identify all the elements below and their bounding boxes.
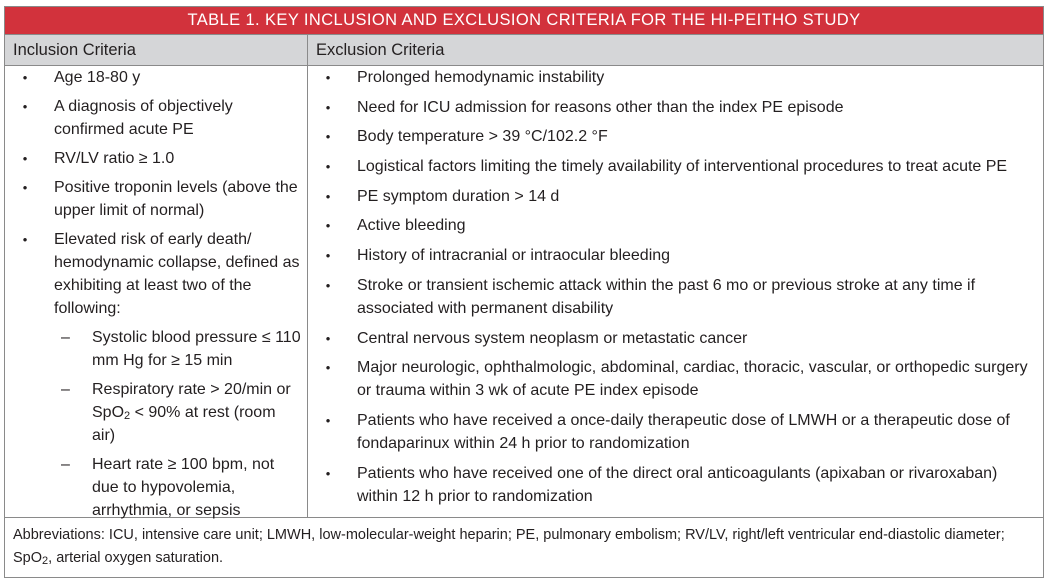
inclusion-item-text: Age 18-80 y	[54, 69, 141, 86]
exclusion-item	[308, 462, 1043, 508]
bullet-icon: •	[325, 218, 331, 234]
dash-icon: –	[61, 381, 70, 398]
bullet-icon: •	[22, 180, 28, 195]
exclusion-item-text: Patients who have received one of the direct oral anticoagulants (apixaban or rivaroxaban) within 12 h prior to randomization	[357, 464, 998, 505]
dash-icon: –	[61, 456, 70, 473]
exclusion-item-text: Patients who have received a once-daily therapeutic dose of LMWH or a therapeutic dose of fondaparinux within 24 h prior to randomization	[357, 411, 1010, 452]
exclusion-item-text: History of intracranial or intraocular bleeding	[357, 247, 671, 265]
bullet-icon: •	[325, 330, 331, 346]
subitem-text-before: Respiratory rate > 20/min or SpO	[92, 381, 291, 421]
footnote-text-after: , arterial oxygen saturation.	[48, 550, 224, 566]
table-body-row	[5, 66, 1043, 518]
inclusion-item-text: A diagnosis of objectively confirmed acute PE	[54, 98, 233, 138]
inclusion-subitem-text: Systolic blood pressure ≤ 110 mm Hg for ≥ 15 min	[92, 329, 301, 369]
table-header-row	[5, 34, 1043, 66]
inclusion-subitem	[5, 453, 301, 522]
inclusion-item	[5, 228, 307, 522]
exclusion-column	[308, 66, 1043, 517]
exclusion-item	[308, 125, 1043, 148]
inclusion-sublist	[54, 326, 301, 522]
dash-icon: –	[61, 329, 70, 346]
bullet-icon: •	[325, 412, 331, 428]
inclusion-item	[5, 95, 307, 141]
exclusion-item	[308, 185, 1043, 208]
inclusion-column	[5, 66, 308, 517]
exclusion-item	[308, 66, 1043, 89]
abbreviations-footnote	[5, 518, 1043, 570]
bullet-icon: •	[325, 70, 331, 85]
exclusion-item-text: PE symptom duration > 14 d	[357, 187, 560, 205]
exclusion-item	[308, 327, 1043, 350]
subitem-text-after: < 90% at rest (room air)	[92, 404, 276, 444]
inclusion-subitem	[5, 326, 301, 372]
exclusion-item-text: Major neurologic, ophthalmologic, abdominal, cardiac, thoracic, vascular, or orthopedic surgery or trauma within 3 wk of acute PE index episode	[357, 359, 1028, 400]
subscript-2: 2	[124, 410, 131, 422]
exclusion-item-text: Active bleeding	[357, 217, 466, 235]
inclusion-subitem-text	[92, 378, 301, 447]
exclusion-item	[308, 96, 1043, 119]
exclusion-item-text: Body temperature > 39 °C/102.2 °F	[357, 128, 608, 146]
table-title: TABLE 1. KEY INCLUSION AND EXCLUSION CRITERIA FOR THE HI-PEITHO STUDY	[5, 7, 1043, 34]
bullet-icon: •	[325, 188, 331, 204]
criteria-table	[4, 6, 1044, 578]
inclusion-item-text: RV/LV ratio ≥ 1.0	[54, 150, 175, 167]
exclusion-list	[308, 66, 1043, 508]
subscript-2: 2	[42, 555, 49, 567]
exclusion-item-text: Stroke or transient ischemic attack within the past 6 mo or previous stroke at any time if associated with permanent disability	[357, 276, 976, 317]
bullet-icon: •	[325, 248, 331, 264]
bullet-icon: •	[22, 151, 28, 166]
exclusion-header: Exclusion Criteria	[316, 41, 445, 59]
inclusion-subitem-text: Heart rate ≥ 100 bpm, not due to hypovolemia, arrhythmia, or sepsis	[92, 456, 275, 519]
bullet-icon: •	[22, 70, 28, 85]
exclusion-item	[308, 274, 1043, 320]
inclusion-header: Inclusion Criteria	[5, 35, 308, 65]
inclusion-list	[5, 66, 307, 522]
inclusion-subitem	[5, 378, 301, 447]
exclusion-item	[308, 409, 1043, 455]
exclusion-item	[308, 214, 1043, 237]
inclusion-item	[5, 147, 307, 170]
bullet-icon: •	[325, 360, 331, 376]
bullet-icon: •	[325, 159, 331, 175]
inclusion-item-text: Positive troponin levels (above the upper limit of normal)	[54, 179, 298, 219]
bullet-icon: •	[325, 277, 331, 293]
bullet-icon: •	[22, 232, 28, 247]
exclusion-item	[308, 356, 1043, 402]
inclusion-item	[5, 176, 307, 222]
exclusion-item-text: Logistical factors limiting the timely availability of interventional procedures to treat acute PE	[357, 158, 1008, 176]
inclusion-item	[5, 66, 307, 89]
bullet-icon: •	[325, 465, 331, 481]
bullet-icon: •	[325, 129, 331, 145]
footnote-text-before: Abbreviations: ICU, intensive care unit; LMWH, low-molecular-weight heparin; PE, pulmonary embolism; RV/LV, right/left ventricular end-diastolic diameter; SpO	[13, 527, 1005, 566]
bullet-icon: •	[325, 99, 331, 115]
bullet-icon: •	[22, 99, 28, 114]
exclusion-item-text: Central nervous system neoplasm or metastatic cancer	[357, 329, 748, 347]
exclusion-item-text: Prolonged hemodynamic instability	[357, 69, 605, 86]
exclusion-item	[308, 244, 1043, 267]
inclusion-item-text: Elevated risk of early death/ hemodynamic collapse, defined as exhibiting at least two of the following:	[54, 231, 300, 317]
exclusion-item-text: Need for ICU admission for reasons other than the index PE episode	[357, 98, 844, 116]
exclusion-item	[308, 155, 1043, 178]
